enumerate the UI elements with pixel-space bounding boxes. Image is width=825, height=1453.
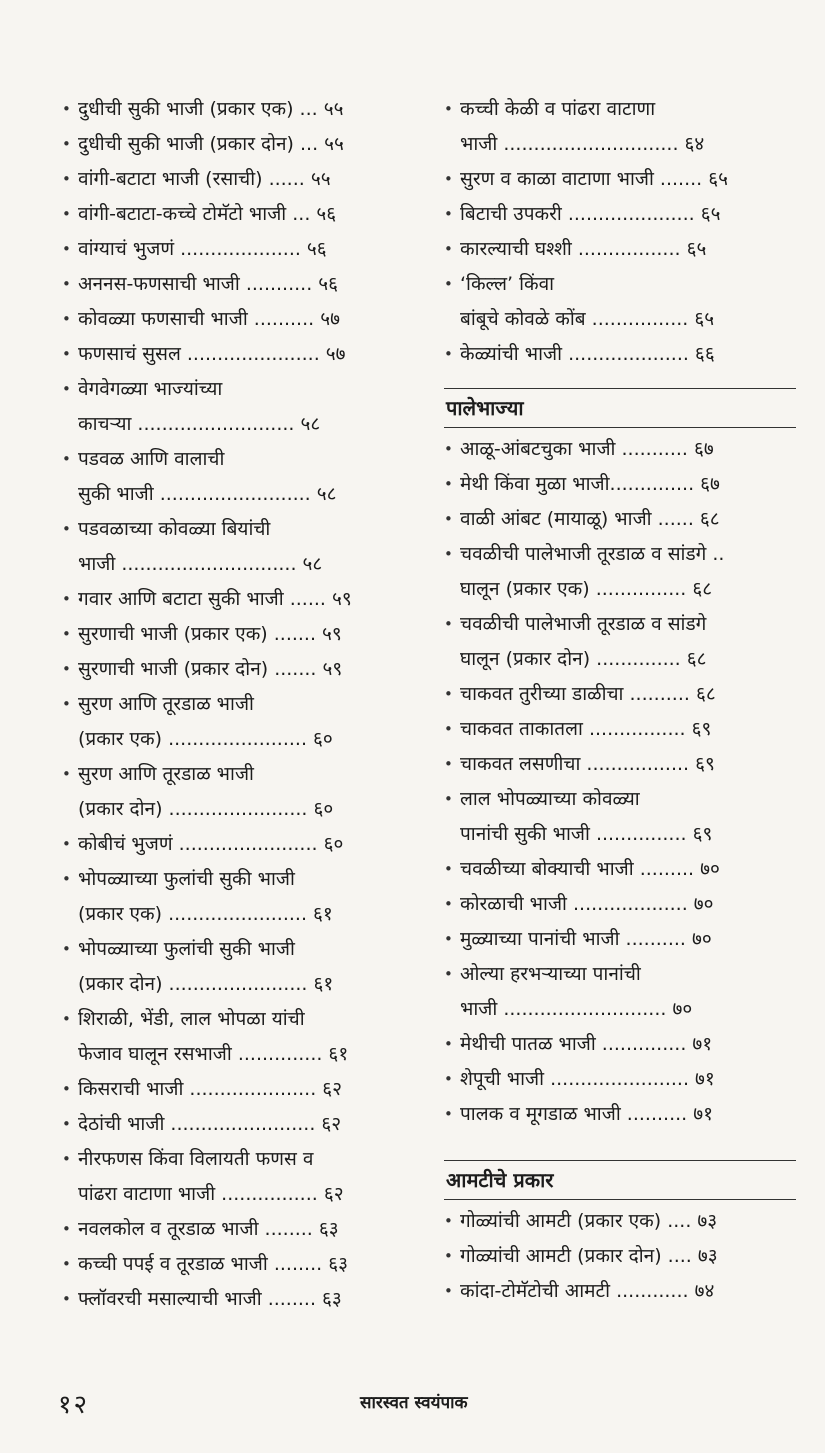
toc-entry-text [460,92,796,162]
toc-entry-text [460,747,796,782]
toc-entry-text [78,757,412,827]
toc-entry-line: गोळ्यांची आमटी (प्रकार दोन) .... ७३ [460,1245,718,1267]
toc-entry [444,162,796,197]
toc-entry-text [78,1142,412,1212]
toc-entry [444,852,796,887]
toc-entry [444,537,796,607]
toc-entry-line: पडवळ आणि वालाची [78,448,225,470]
bullet-icon: • [444,1105,453,1123]
toc-entry-line: काचऱ्या .......................... ५८ [78,413,321,435]
toc-entry-text [460,1062,796,1097]
bullet-icon: • [62,1080,71,1098]
toc-entry-line: चाकवत तुरीच्या डाळीचा .......... ६८ [460,683,716,705]
toc-entry-line: चवळीची पालेभाजी तूरडाळ व सांडगे [460,613,707,635]
toc-entry-line: सुरणाची भाजी (प्रकार एक) ....... ५९ [78,623,342,645]
toc-entry [62,1247,412,1282]
toc-entry-line: वाळी आंबट (मायाळू) भाजी ...... ६८ [460,508,720,530]
toc-entry-line: नीरफणस किंवा विलायती फणस व [78,1148,314,1170]
bullet-icon: • [444,475,453,493]
bullet-icon: • [444,930,453,948]
toc-entry [444,1062,796,1097]
toc-entry [444,1027,796,1062]
bullet-icon: • [62,1255,71,1273]
toc-entry-text [460,677,796,712]
bullet-icon: • [444,755,453,773]
toc-entry [62,932,412,1002]
toc-entry-text [460,957,796,1027]
toc-entry-line: वांग्याचं भुजणं .................... ५६ [78,238,327,260]
bullet-icon: • [444,685,453,703]
toc-entry-text [78,372,412,442]
toc-entry-text [460,712,796,747]
toc-entry [444,432,796,467]
bullet-icon: • [444,1212,453,1230]
bullet-icon: • [62,1220,71,1238]
toc-entry-text [78,1212,412,1247]
toc-entry [62,372,412,442]
toc-entry-line: सुरण आणि तूरडाळ भाजी [78,693,254,715]
toc-entry-text [78,1282,412,1317]
toc-entry [444,92,796,162]
toc-entry [62,617,412,652]
bullet-icon: • [62,1010,71,1028]
bullet-icon: • [444,860,453,878]
bullet-icon: • [444,720,453,738]
toc-entry-line: भोपळ्याच्या फुलांची सुकी भाजी [78,868,295,890]
toc-entry-line: भाजी ........................... ७० [460,998,693,1020]
toc-entry-text [78,92,412,127]
bullet-icon: • [62,100,71,118]
toc-entry-line: सुरण व काळा वाटाणा भाजी ....... ६५ [460,168,729,190]
toc-entry [444,1274,796,1309]
toc-entry-line: दुधीची सुकी भाजी (प्रकार एक) ... ५५ [78,98,344,120]
toc-entry [444,712,796,747]
bullet-icon: • [62,450,71,468]
toc-entry-line: देठांची भाजी ........................ ६२ [78,1113,342,1135]
bullet-icon: • [62,240,71,258]
toc-entry-line: कारल्याची घश्शी ................. ६५ [460,238,707,260]
bullet-icon: • [62,170,71,188]
toc-entry-line: ‘किल्ल’ किंवा [460,273,555,295]
bullet-icon: • [62,660,71,678]
toc-entry-text [460,607,796,677]
toc-entry [444,467,796,502]
toc-entry-line: चवळीच्या बोक्याची भाजी ......... ७० [460,858,720,880]
toc-entry-line: चाकवत लसणीचा ................. ६९ [460,753,715,775]
toc-entry-text [460,852,796,887]
toc-entry [62,687,412,757]
toc-entry-text [460,197,796,232]
toc-entry [62,337,412,372]
toc-entry [444,502,796,537]
toc-entry-text [460,1097,796,1132]
toc-entry [62,1212,412,1247]
toc-entry-line: अननस-फणसाची भाजी ........... ५६ [78,273,339,295]
toc-entry-line: फेजाव घालून रसभाजी .............. ६१ [78,1043,349,1065]
toc-entry-text [78,862,412,932]
page-number: १२ [58,1390,90,1420]
toc-entry-text [78,302,412,337]
toc-entry-text [460,782,796,852]
toc-entry-line: गोळ्यांची आमटी (प्रकार एक) .... ७३ [460,1210,718,1232]
section-title-palebhajya: पालेभाज्या [444,388,796,428]
toc-entry-line: नवलकोल व तूरडाळ भाजी ........ ६३ [78,1218,339,1240]
bullet-icon: • [444,170,453,188]
bullet-icon: • [444,615,453,633]
toc-entry-line: कच्ची केळी व पांढरा वाटाणा [460,98,656,120]
toc-entry [62,1107,412,1142]
bullet-icon: • [62,310,71,328]
toc-entry-text [460,467,796,502]
toc-entry-line: भाजी ............................. ६४ [460,133,705,155]
bullet-icon: • [444,1070,453,1088]
toc-entry-line: कोवळ्या फणसाची भाजी .......... ५७ [78,308,340,330]
section-2-entries [444,1204,796,1309]
toc-entry-line: फ्लॉवरची मसाल्याची भाजी ........ ६३ [78,1288,342,1310]
toc-entry [62,582,412,617]
bullet-icon: • [444,275,453,293]
bullet-icon: • [444,1247,453,1265]
toc-entry-line: घालून (प्रकार दोन) .............. ६८ [460,648,707,670]
toc-entry-line: कांदा-टोमॅटोची आमटी ............ ७४ [460,1280,715,1302]
toc-entry [62,302,412,337]
toc-entry-line: केळ्यांची भाजी .................... ६६ [460,343,715,365]
toc-entry [62,442,412,512]
toc-entry-line: (प्रकार दोन) ....................... ६१ [78,973,334,995]
toc-entry-text [460,1239,796,1274]
toc-entry-text [78,337,412,372]
bullet-icon: • [444,1282,453,1300]
toc-entry-line: पांढरा वाटाणा भाजी ................ ६२ [78,1183,344,1205]
toc-entry-line: लाल भोपळ्याच्या कोवळ्या [460,788,640,810]
toc-entry-line: भाजी ............................. ५८ [78,553,323,575]
toc-entry [62,1142,412,1212]
section-1-entries [444,432,796,1132]
bullet-icon: • [62,1290,71,1308]
toc-entry [62,1282,412,1317]
toc-entry-text [78,267,412,302]
toc-entry-line: भोपळ्याच्या फुलांची सुकी भाजी [78,938,295,960]
bullet-icon: • [62,835,71,853]
bullet-icon: • [62,1115,71,1133]
bullet-icon: • [62,940,71,958]
toc-entry-line: पानांची सुकी भाजी ............... ६९ [460,823,713,845]
toc-entry [444,267,796,337]
toc-entry-text [460,337,796,372]
toc-entry-text [78,1107,412,1142]
toc-entry [62,1072,412,1107]
toc-entry-line: मुळ्याच्या पानांची भाजी .......... ७० [460,928,712,950]
toc-entry [444,922,796,957]
toc-entry [62,92,412,127]
toc-entry-line: मेथी किंवा मुळा भाजी.............. ६७ [460,473,720,495]
right-top-entries [444,92,796,372]
bullet-icon: • [444,1035,453,1053]
toc-entry [444,1204,796,1239]
toc-entry-text [78,1072,412,1107]
toc-entry-text [460,162,796,197]
toc-entry-text [78,162,412,197]
toc-entry-text [78,617,412,652]
bullet-icon: • [62,135,71,153]
toc-entry [62,757,412,827]
bullet-icon: • [444,240,453,258]
toc-entry [62,827,412,862]
toc-entry-line: (प्रकार एक) ....................... ६० [78,728,333,750]
toc-entry-line: वेगवेगळ्या भाज्यांच्या [78,378,223,400]
bullet-icon: • [62,590,71,608]
toc-entry-text [78,1247,412,1282]
bullet-icon: • [444,510,453,528]
toc-entry [62,232,412,267]
toc-entry-text [460,232,796,267]
toc-entry-text [78,932,412,1002]
toc-entry-line: शेपूची भाजी ....................... ७१ [460,1068,715,1090]
bullet-icon: • [62,1150,71,1168]
toc-entry-text [460,922,796,957]
toc-entry-line: (प्रकार दोन) ....................... ६० [78,798,334,820]
toc-entry-line: बिटाची उपकरी ..................... ६५ [460,203,721,225]
toc-entry-text [460,887,796,922]
bullet-icon: • [444,965,453,983]
toc-entry-line: कोबीचं भुजणं ....................... ६० [78,833,344,855]
book-title: सारस्वत स्वयंपाक [360,1393,468,1413]
bullet-icon: • [62,275,71,293]
toc-entry-text [78,232,412,267]
toc-entry [444,782,796,852]
toc-entry [444,1097,796,1132]
toc-entry-line: फणसाचं सुसल ...................... ५७ [78,343,346,365]
bullet-icon: • [444,345,453,363]
toc-entry [62,652,412,687]
toc-entry-text [460,1027,796,1062]
toc-entry-line: मेथीची पातळ भाजी .............. ७१ [460,1033,713,1055]
bullet-icon: • [444,545,453,563]
toc-entry [444,232,796,267]
toc-entry [62,1002,412,1072]
toc-entry-line: दुधीची सुकी भाजी (प्रकार दोन) ... ५५ [78,133,344,155]
bullet-icon: • [62,870,71,888]
toc-entry [62,512,412,582]
toc-entry-line: कच्ची पपई व तूरडाळ भाजी ........ ६३ [78,1253,348,1275]
bullet-icon: • [444,440,453,458]
toc-entry-text [460,1274,796,1309]
toc-entry [62,862,412,932]
toc-entry-line: सुकी भाजी ......................... ५८ [78,483,337,505]
toc-entry [444,677,796,712]
toc-entry-line: शिराळी, भेंडी, लाल भोपळा यांची [78,1008,305,1030]
toc-entry-line: चाकवत ताकातला ................ ६९ [460,718,712,740]
bullet-icon: • [444,895,453,913]
toc-entry-line: पालक व मूगडाळ भाजी .......... ७१ [460,1103,713,1125]
toc-entry [62,267,412,302]
toc-entry-text [78,197,412,232]
bullet-icon: • [444,100,453,118]
toc-entry-line: कोरळाची भाजी ................... ७० [460,893,714,915]
bullet-icon: • [62,380,71,398]
toc-entry-line: वांगी-बटाटा भाजी (रसाची) ...... ५५ [78,168,331,190]
bullet-icon: • [62,625,71,643]
toc-entry-line: घालून (प्रकार एक) ............... ६८ [460,578,713,600]
toc-entry-line: किसराची भाजी ..................... ६२ [78,1078,343,1100]
toc-entry-text [78,652,412,687]
toc-entry-line: सुरण आणि तूरडाळ भाजी [78,763,254,785]
toc-entry [62,197,412,232]
section-title-amti: आमटीचे प्रकार [444,1160,796,1200]
bullet-icon: • [62,345,71,363]
toc-entry-line: चवळीची पालेभाजी तूरडाळ व सांडगे .. [460,543,725,565]
toc-entry-text [460,502,796,537]
toc-entry-text [460,267,796,337]
toc-entry [62,127,412,162]
toc-entry-text [78,512,412,582]
toc-entry-text [78,827,412,862]
toc-entry-line: बांबूचे कोवळे कोंब ................ ६५ [460,308,715,330]
toc-entry [444,1239,796,1274]
toc-entry-text [460,1204,796,1239]
bullet-icon: • [62,765,71,783]
toc-entry-line: गवार आणि बटाटा सुकी भाजी ...... ५९ [78,588,352,610]
bullet-icon: • [62,695,71,713]
toc-entry-line: पडवळाच्या कोवळ्या बियांची [78,518,271,540]
toc-entry [444,747,796,782]
bullet-icon: • [444,205,453,223]
toc-entry [444,337,796,372]
toc-entry [444,887,796,922]
toc-entry-text [78,127,412,162]
toc-entry [62,162,412,197]
toc-entry [444,957,796,1027]
toc-entry-text [78,687,412,757]
toc-entry-line: आळू-आंबटचुका भाजी ........... ६७ [460,438,714,460]
bullet-icon: • [444,790,453,808]
toc-entry-text [78,442,412,512]
toc-entry-text [460,432,796,467]
toc-entry-line: सुरणाची भाजी (प्रकार दोन) ....... ५९ [78,658,343,680]
bullet-icon: • [62,205,71,223]
toc-entry-text [78,582,412,617]
toc-entry-line: (प्रकार एक) ....................... ६१ [78,903,333,925]
toc-entry [444,607,796,677]
toc-left-column [62,92,412,1317]
toc-entry-text [78,1002,412,1072]
toc-right-column [444,92,796,1309]
toc-entry [444,197,796,232]
toc-entry-text [460,537,796,607]
bullet-icon: • [62,520,71,538]
toc-entry-line: वांगी-बटाटा-कच्चे टोमॅटो भाजी ... ५६ [78,203,337,225]
toc-entry-line: ओल्या हरभऱ्याच्या पानांची [460,963,641,985]
